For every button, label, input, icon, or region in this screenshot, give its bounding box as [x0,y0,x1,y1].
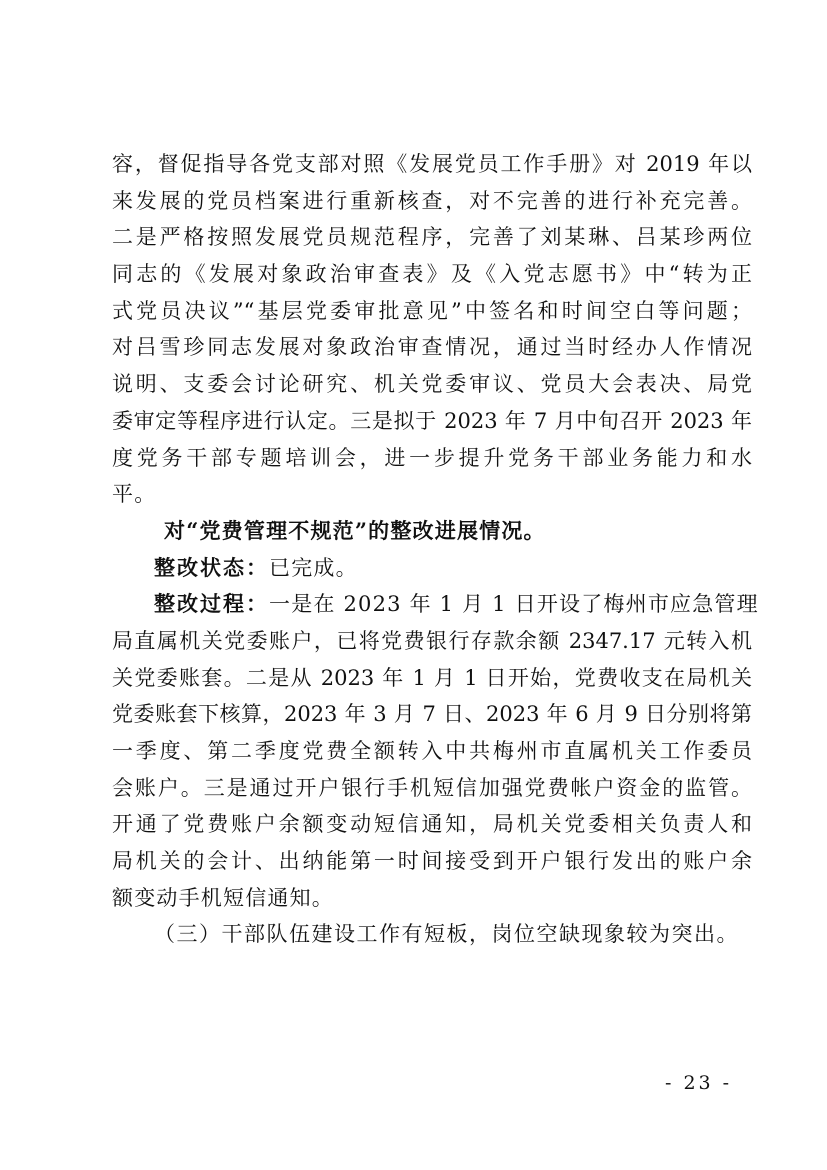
text-line: 平。 [112,482,157,507]
text-line: 说明、支委会讨论研究、机关党委审议、党员大会表决、局党 [112,372,752,397]
text-line: 二是严格按照发展党员规范程序，完善了刘某琳、吕某珍两位 [112,225,752,250]
text-line: 局直属机关党委账户，已将党费银行存款余额 2347.17 元转入机 [112,628,752,653]
process-label: 整改过程： [154,591,269,617]
status-line [112,550,752,587]
process-first-line [112,586,759,623]
text-line: 党委账套下核算，2023 年 3 月 7 日、2023 年 6 月 9 日分别将第 [112,702,752,727]
text-line: 容，督促指导各党支部对照《发展党员工作手册》对 2019 年以 [112,152,752,176]
text-line: 一季度、第二季度党费全额转入中共梅州市直属机关工作委员 [112,739,752,763]
text-line: 关党委账套。二是从 2023 年 1 月 1 日开始，党费收支在局机关 [112,665,752,690]
text-line: 局机关的会计、出纳能第一时间接受到开户银行发出的账户余 [112,849,752,874]
text-line: 度党务干部专题培训会，进一步提升党务干部业务能力和水 [112,445,752,470]
document-body [112,146,759,953]
text-line: 开通了党费账户余额变动短信通知，局机关党委相关负责人和 [112,812,752,837]
process-first-line-text: 一是在 2023 年 1 月 1 日开设了梅州市应急管理 [269,592,759,617]
text-line: 会账户。三是通过开户银行手机短信加强党费帐户资金的监管。 [112,775,752,800]
status-value: 已完成。 [269,555,358,580]
text-line: 式党员决议”“基层党委审批意见”中签名和时间空白等问题； [112,298,752,323]
status-label: 整改状态： [154,554,269,580]
section-heading: 对“党费管理不规范”的整改进展情况。 [164,517,546,543]
subsection-heading: （三）干部队伍建设工作有短板，岗位空缺现象较为突出。 [154,922,739,947]
text-line: 同志的《发展对象政治审查表》及《入党志愿书》中“转为正 [112,262,752,287]
text-line: 额变动手机短信通知。 [112,885,334,910]
page-number: - 23 - [665,1072,733,1094]
text-line: 来发展的党员档案进行重新核查，对不完善的进行补充完善。 [112,188,752,213]
text-line: 对吕雪珍同志发展对象政治审查情况，通过当时经办人作情况 [112,335,752,360]
text-line: 委审定等程序进行认定。三是拟于 2023 年 7 月中旬召开 2023 年 [112,408,752,433]
